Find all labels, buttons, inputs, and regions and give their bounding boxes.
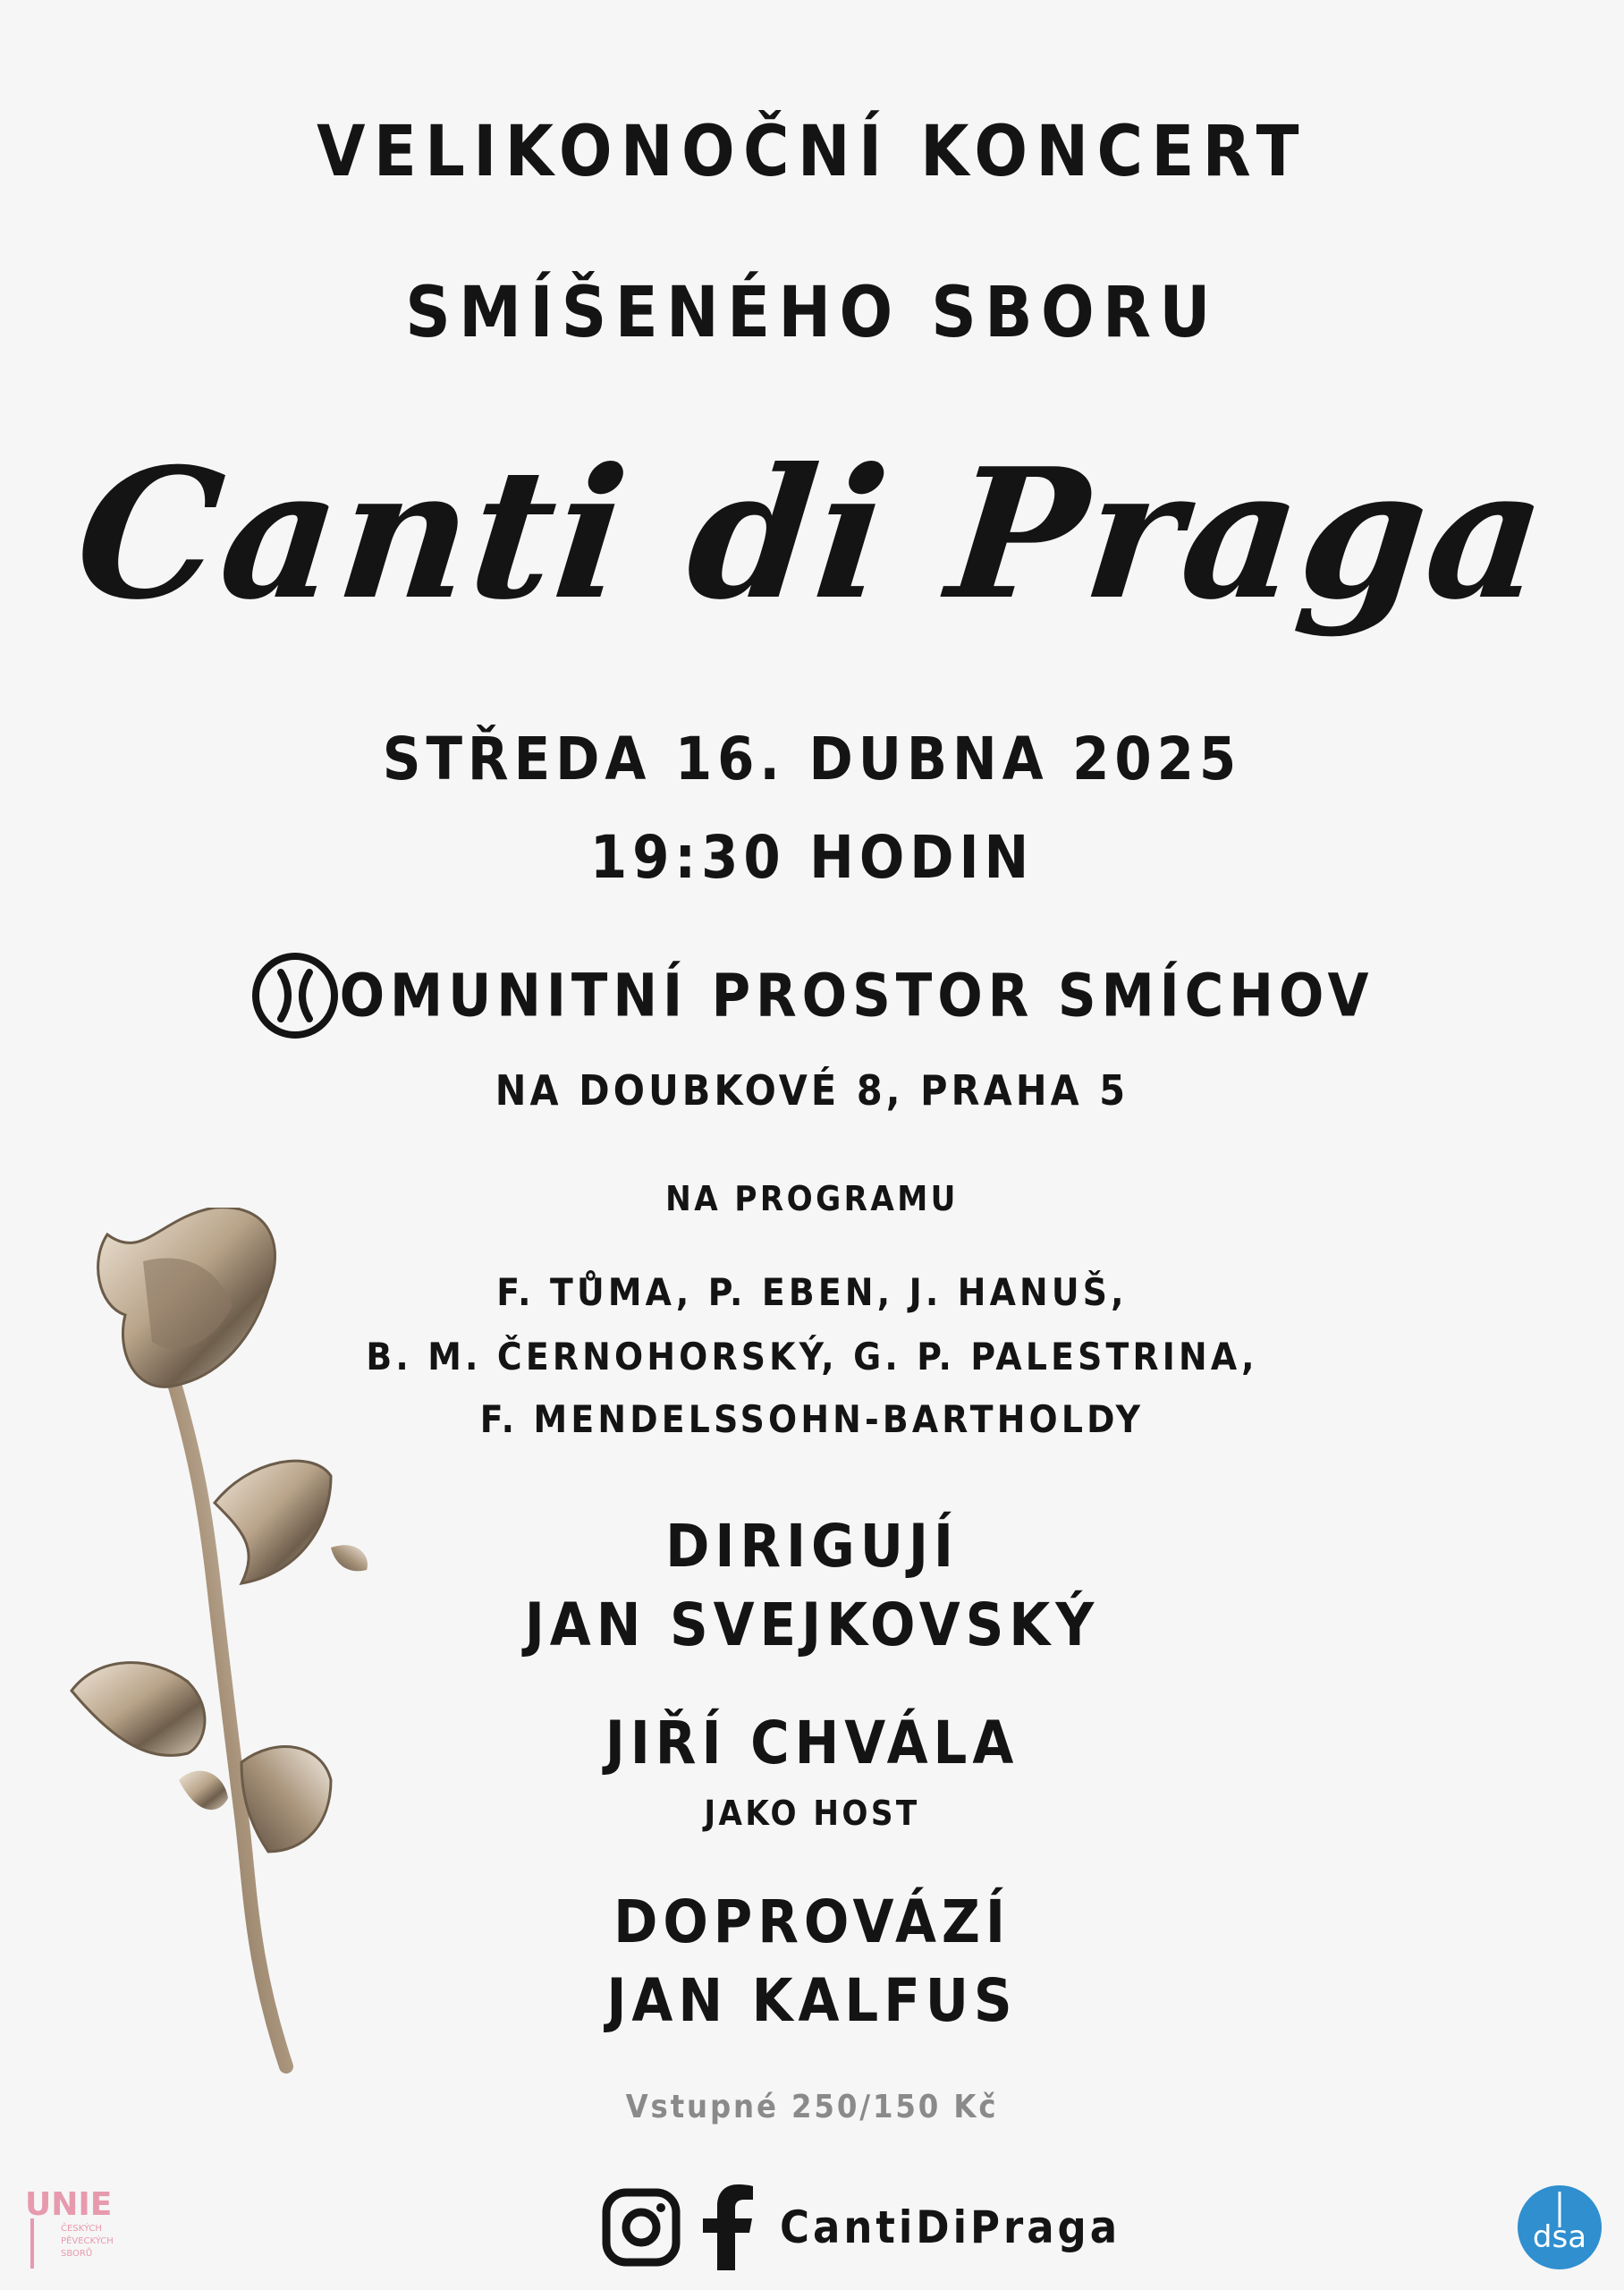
circle-logo-icon (1515, 2183, 1604, 2272)
unie-ceskych-pevеckych-sboru-logo (25, 2183, 123, 2272)
conductors-label: DIRIGUJÍ (665, 1512, 959, 1581)
heading-line-1: VELIKONOČNÍ KONCERT (317, 112, 1307, 192)
circle-logo-text: dsa (1532, 2219, 1587, 2255)
social-links (601, 2183, 1121, 2272)
guest-note: JAKO HOST (704, 1794, 920, 1833)
rose-illustration (63, 1208, 393, 2102)
admission-price: Vstupné 250/150 Kč (625, 2089, 999, 2125)
program-composers-3: F. MENDELSSOHN-BARTHOLDY (479, 1397, 1145, 1441)
accompanist-name: JAN KALFUS (606, 1966, 1018, 2035)
conductor-name-2: JIŘÍ CHVÁLA (605, 1709, 1019, 1777)
unie-sub1: ČESKÝCH (61, 2224, 102, 2234)
accompaniment-label: DOPROVÁZÍ (613, 1887, 1011, 1956)
venue (0, 951, 1624, 1040)
program-label: NA PROGRAMU (665, 1179, 959, 1218)
instagram-icon[interactable] (601, 2187, 681, 2268)
program-composers-1: F. TŮMA, P. EBEN, J. HANUŠ, (496, 1270, 1128, 1314)
event-time: 19:30 HODIN (589, 823, 1035, 892)
program-composers-2: B. M. ČERNOHORSKÝ, G. P. PALESTRINA, (366, 1335, 1258, 1378)
unie-logo-icon (25, 2183, 123, 2272)
choir-name-title: Canti di Praga (67, 429, 1557, 640)
unie-title: UNIE (25, 2186, 113, 2223)
social-handle[interactable]: CantiDiPraga (780, 2201, 1121, 2253)
conductor-name-1: JAN SVEJKOVSKÝ (524, 1590, 1100, 1659)
komunitni-prostor-logo-icon (250, 951, 340, 1040)
unie-sub2: PĚVECKÝCH (61, 2236, 114, 2246)
event-date: STŘEDA 16. DUBNA 2025 (382, 725, 1242, 793)
venue-name: OMUNITNÍ PROSTOR SMÍCHOV (339, 961, 1374, 1030)
unie-sub3: SBORŮ (61, 2249, 93, 2259)
venue-address: NA DOUBKOVÉ 8, PRAHA 5 (495, 1066, 1129, 1115)
facebook-icon[interactable] (701, 2184, 755, 2270)
heading-line-2: SMÍŠENÉHO SBORU (405, 273, 1219, 353)
